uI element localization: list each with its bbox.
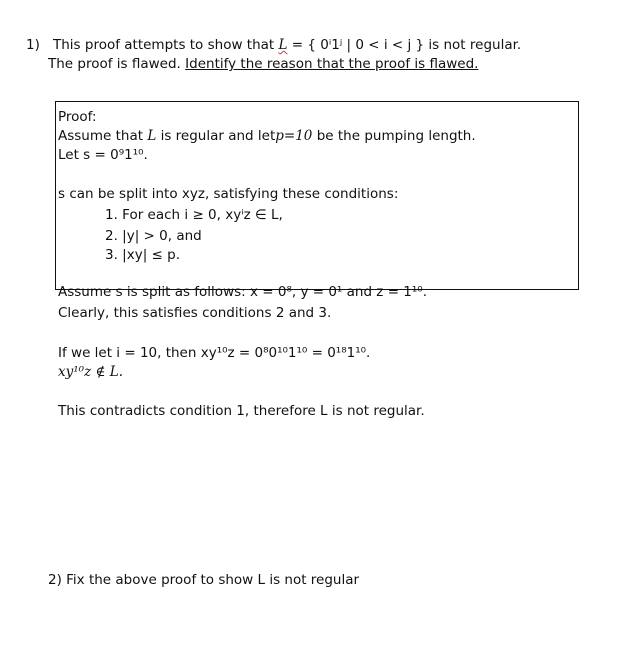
- question-1-prefix: This proof attempts to show that: [53, 37, 275, 53]
- question-1-line-2: [48, 56, 478, 72]
- assume-mid: is regular and let: [160, 128, 276, 144]
- not-in-language: xy¹⁰z ∉ L.: [58, 364, 124, 380]
- contradiction-statement: This contradicts condition 1, therefore L is not regular.: [58, 403, 425, 419]
- language-set-definition: = { 0ⁱ1ʲ | 0 < i < j }: [291, 37, 425, 53]
- pumping-length: p=10: [275, 128, 313, 144]
- question-1-suffix: is not regular.: [428, 37, 522, 53]
- conditions-satisfied: Clearly, this satisfies conditions 2 and 3.: [58, 305, 332, 321]
- pump-choice: If we let i = 10, then xy¹⁰z = 0⁸0¹⁰1¹⁰ = 0¹⁸1¹⁰.: [58, 345, 371, 361]
- split-intro: s can be split into xyz, satisfying these conditions:: [58, 186, 399, 202]
- assume-prefix: Assume that: [58, 128, 144, 144]
- proof-title: Proof:: [58, 109, 97, 125]
- condition-1: 1. For each i ≥ 0, xyⁱz ∈ L,: [105, 207, 283, 223]
- condition-2: 2. |y| > 0, and: [105, 228, 202, 244]
- language-name: L: [278, 37, 288, 53]
- flawed-statement: The proof is flawed.: [48, 56, 181, 72]
- assume-language: L: [147, 128, 157, 144]
- split-assumption: Assume s is split as follows: x = 0⁸, y = 0¹ and z = 1¹⁰.: [58, 284, 427, 300]
- question-2: 2) Fix the above proof to show L is not regular: [48, 572, 360, 588]
- condition-3: 3. |xy| ≤ p.: [105, 247, 181, 263]
- identify-reason-instruction: Identify the reason that the proof is flawed.: [185, 56, 479, 72]
- assume-suffix: be the pumping length.: [316, 128, 476, 144]
- question-1-number: 1): [26, 37, 40, 53]
- proof-assumption: [58, 128, 476, 144]
- question-1-line-1: [53, 37, 521, 53]
- let-s-definition: Let s = 0⁹1¹⁰.: [58, 147, 148, 163]
